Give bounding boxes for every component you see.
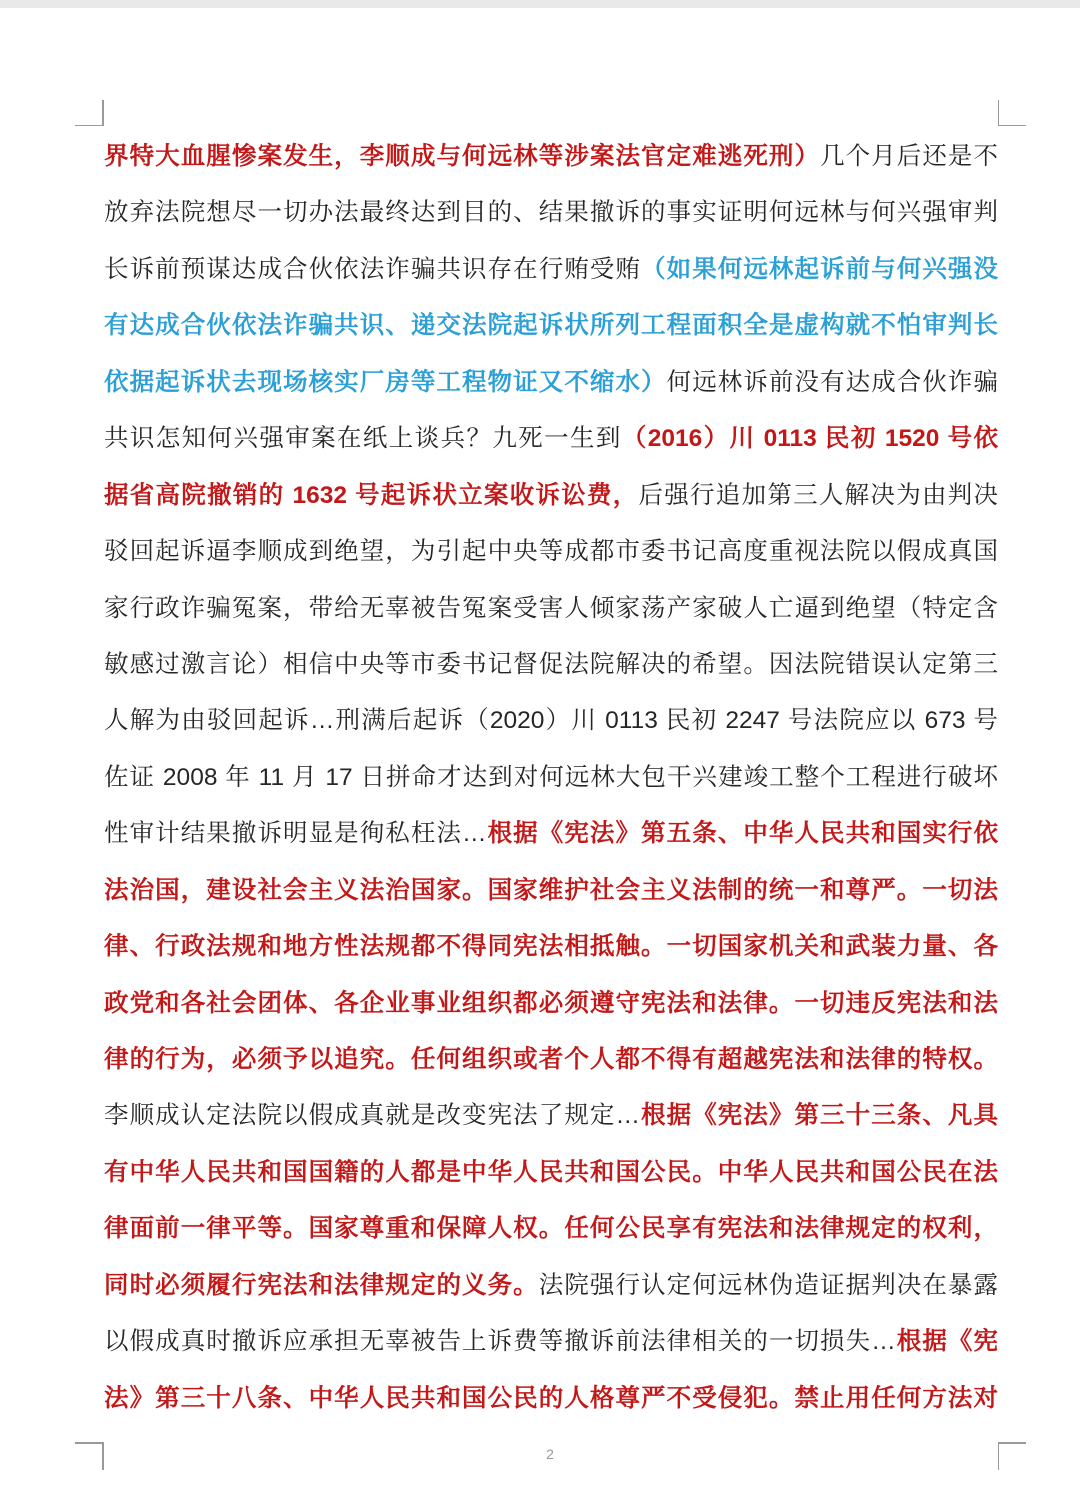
text-line (104, 1088, 998, 1144)
text-line (104, 637, 998, 693)
text-run: 家行政诈骗冤案，带给无辜被告冤案受害人倾家荡产家破人亡逼到绝望（特定含 (104, 594, 998, 622)
text-run: 律、行政法规和地方性法规都不得同宪法相抵触。一切国家机关和武装力量、各 (104, 933, 998, 961)
text-run: 据省高院撤销的 1632 号起诉状立案收诉讼费， (104, 481, 639, 509)
text-line (104, 1032, 998, 1088)
text-run: 人解为由驳回起诉…刑满后起诉（2020）川 0113 民初 2247 号法院应以 673 号 (104, 707, 998, 735)
text-run: 有中华人民共和国国籍的人都是中华人民共和国公民。中华人民共和国公民在法 (104, 1158, 998, 1186)
text-line (104, 411, 998, 467)
page-number: 2 (546, 1446, 554, 1462)
text-run: 根据《宪法》第五条、中华人民共和国实行依 (486, 820, 998, 848)
text-line (104, 355, 998, 411)
text-line (104, 298, 998, 354)
text-line (104, 863, 998, 919)
text-line (104, 524, 998, 580)
text-run: （如果何远林起诉前与何兴强没 (641, 255, 998, 283)
text-run: 界特大血腥惨案发生，李顺成与何远林等涉案法官定难逃死刑） (104, 143, 821, 170)
text-line (104, 976, 998, 1032)
text-run: 共识怎知何兴强审案在纸上谈兵？九死一生到 (104, 425, 622, 453)
text-run: 政党和各社会团体、各企业事业组织都必须遵守宪法和法律。一切违反宪法和法 (104, 989, 998, 1017)
document-body-text (104, 129, 998, 1427)
text-run: 长诉前预谋达成合伙依法诈骗共识存在行贿受贿 (104, 255, 642, 283)
text-run: 几个月后还是不 (820, 143, 998, 170)
text-run: 驳回起诉逼李顺成到绝望，为引起中央等成都市委书记高度重视法院以假成真国 (104, 538, 998, 566)
text-line (104, 1258, 998, 1314)
text-run: 佐证 2008 年 11 月 17 日拼命才达到对何远林大包干兴建竣工整个工程进行破坏 (104, 763, 998, 791)
text-run: 法》第三十八条、中华人民共和国公民的人格尊严不受侵犯。禁止用任何方法对 (104, 1384, 998, 1412)
text-line (104, 1314, 998, 1370)
text-run: 后强行追加第三人解决为由判决 (638, 481, 998, 509)
text-run: 有达成合伙依法诈骗共识、递交法院起诉状所列工程面积全是虚构就不怕审判长 (104, 312, 998, 340)
text-line (104, 185, 998, 241)
text-run: 同时必须履行宪法和法律规定的义务。 (104, 1271, 539, 1299)
text-line (104, 581, 998, 637)
text-line (104, 242, 998, 298)
text-line (104, 1145, 998, 1201)
text-line (104, 1201, 998, 1257)
text-run: 放弃法院想尽一切办法最终达到目的、结果撤诉的事实证明何远林与何兴强审判 (104, 199, 998, 227)
text-run: 李顺成认定法院以假成真就是改变宪法了规定… (104, 1102, 640, 1130)
text-run: 法院强行认定何远林伪造证据判决在暴露 (538, 1271, 998, 1299)
text-line (104, 468, 998, 524)
text-run: （2016）川 0113 民初 1520 号依 (621, 425, 998, 453)
text-run: 律面前一律平等。国家尊重和保障人权。任何公民享有宪法和法律规定的权利， (104, 1215, 998, 1243)
text-line (104, 750, 998, 806)
text-line (104, 129, 998, 185)
viewer-top-strip (0, 0, 1080, 8)
text-line (104, 919, 998, 975)
text-run: 根据《宪 (895, 1328, 998, 1356)
text-run: 何远林诉前没有达成合伙诈骗 (666, 368, 998, 396)
text-run: 律的行为，必须予以追究。任何组织或者个人都不得有超越宪法和法律的特权。 (104, 1046, 998, 1073)
text-line (104, 806, 998, 862)
text-run: 法治国，建设社会主义法治国家。国家维护社会主义法制的统一和尊严。一切法 (104, 876, 998, 904)
text-line (104, 693, 998, 749)
text-run: 性审计结果撤诉明显是徇私枉法… (104, 820, 487, 848)
text-run: 敏感过激言论）相信中央等市委书记督促法院解决的希望。因法院错误认定第三 (104, 650, 998, 678)
text-run: 依据起诉状去现场核实厂房等工程物证又不缩水） (104, 368, 667, 396)
text-line (104, 1371, 998, 1427)
text-run: 以假成真时撤诉应承担无辜被告上诉费等撤诉前法律相关的一切损失… (104, 1328, 896, 1356)
text-run: 根据《宪法》第三十三条、凡具 (639, 1102, 998, 1130)
